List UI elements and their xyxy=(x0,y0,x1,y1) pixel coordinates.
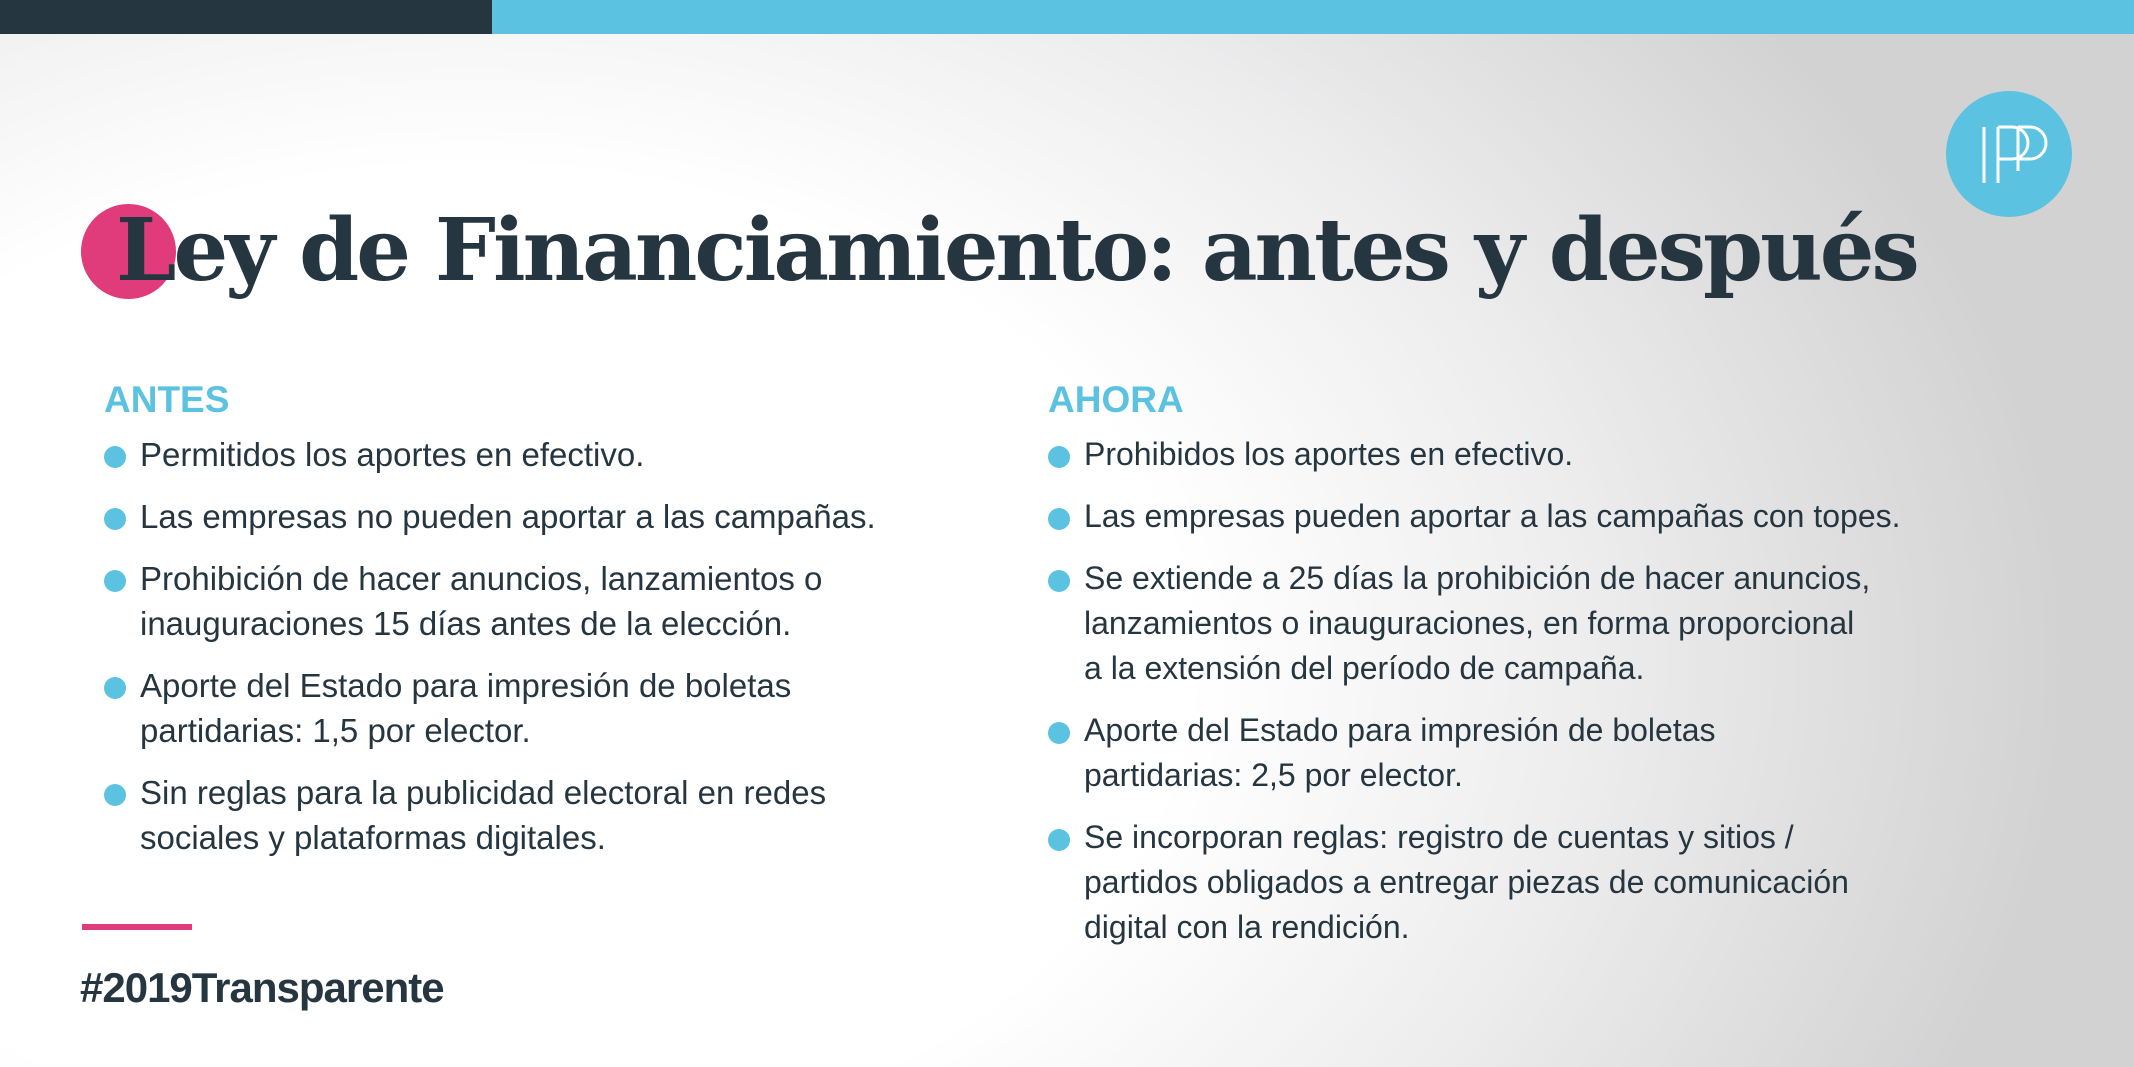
antes-column xyxy=(104,376,1024,877)
antes-item xyxy=(104,432,1040,477)
bullet-icon xyxy=(1048,446,1070,468)
antes-item xyxy=(104,494,1040,539)
ahora-item-text: Prohibidos los aportes en efectivo. xyxy=(1084,436,1574,472)
brand-logo xyxy=(1946,91,2072,217)
ahora-item-text: Se incorporan reglas: registro de cuentas y sitios / partidos obligados a entregar piezas de comunicación digital con la rendición. xyxy=(1084,819,1849,945)
bullet-icon xyxy=(104,677,126,699)
antes-list xyxy=(104,432,1024,860)
ahora-item-text: Se extiende a 25 días la prohibición de hacer anuncios, lanzamientos o inauguraciones, en forma proporcional a la extensión del período de campaña. xyxy=(1084,560,1871,686)
antes-item-text: Sin reglas para la publicidad electoral en redes sociales y plataformas digitales. xyxy=(140,774,827,856)
ahora-column xyxy=(1048,376,2048,967)
antes-heading: ANTES xyxy=(104,379,230,420)
top-bar-blue xyxy=(492,0,2134,34)
bullet-icon xyxy=(104,784,126,806)
pp-logo-icon xyxy=(1946,91,2072,217)
ahora-item-text: Las empresas pueden aportar a las campañas con topes. xyxy=(1084,498,1901,534)
ahora-list xyxy=(1048,432,2048,950)
antes-item-text: Aporte del Estado para impresión de boletas partidarias: 1,5 por elector. xyxy=(140,667,792,749)
antes-item-text: Permitidos los aportes en efectivo. xyxy=(140,436,645,473)
ahora-item-text: Aporte del Estado para impresión de boletas partidarias: 2,5 por elector. xyxy=(1084,712,1716,793)
bullet-icon xyxy=(104,508,126,530)
bullet-icon xyxy=(104,446,126,468)
ahora-heading: AHORA xyxy=(1048,379,1184,420)
ahora-item xyxy=(1048,815,2074,950)
bullet-icon xyxy=(1048,722,1070,744)
bullet-icon xyxy=(1048,570,1070,592)
hashtag: #2019Transparente xyxy=(80,964,444,1011)
ahora-item xyxy=(1048,556,2074,691)
bullet-icon xyxy=(104,570,126,592)
bullet-icon xyxy=(1048,508,1070,530)
accent-divider xyxy=(82,924,192,930)
ahora-item xyxy=(1048,432,2074,477)
ahora-item xyxy=(1048,708,2074,798)
top-bar-dark xyxy=(0,0,492,34)
antes-item xyxy=(104,556,1040,646)
antes-item xyxy=(104,663,1040,753)
bullet-icon xyxy=(1048,829,1070,851)
antes-item-text: Prohibición de hacer anuncios, lanzamientos o inauguraciones 15 días antes de la elección. xyxy=(140,560,823,642)
antes-item xyxy=(104,770,1040,860)
ahora-item xyxy=(1048,494,2074,539)
antes-item-text: Las empresas no pueden aportar a las campañas. xyxy=(140,498,876,535)
page-title: Ley de Financiamiento: antes y después xyxy=(116,200,1917,301)
